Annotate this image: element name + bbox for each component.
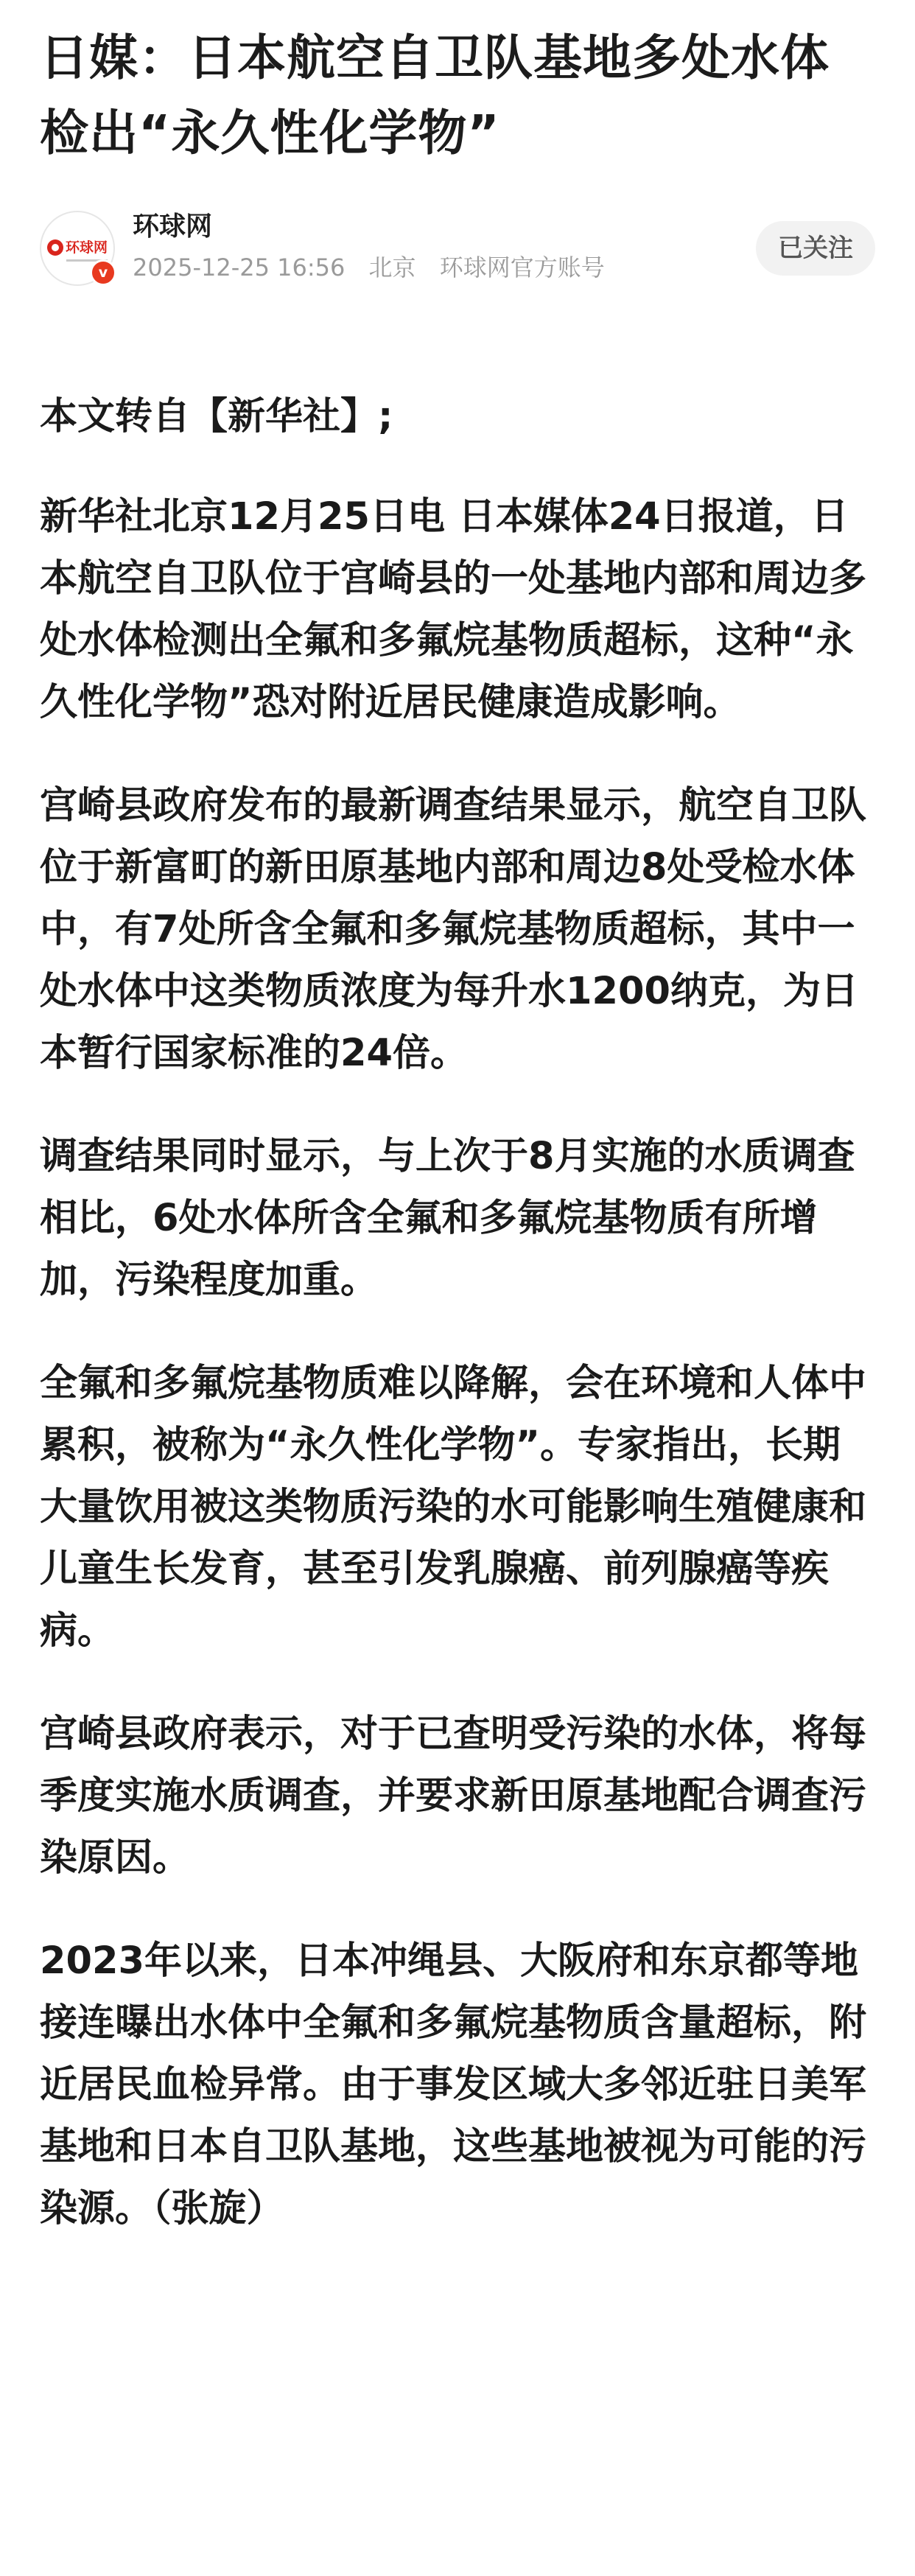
account-type: 环球网官方账号	[439, 253, 605, 281]
author-meta	[133, 252, 621, 283]
follow-button[interactable]: 已关注	[756, 221, 875, 276]
article-title: 日媒：日本航空自卫队基地多处水体检出“永久性化学物”	[40, 29, 830, 161]
article-body	[40, 386, 875, 2281]
publish-location: 北京	[368, 253, 416, 281]
author-bar	[40, 208, 875, 293]
publish-date: 2025-12-25 16:56	[133, 253, 346, 281]
author-name[interactable]: 环球网	[133, 211, 213, 242]
paragraph: 宫崎县政府表示，对于已查明受污染的水体，将每季度实施水质调查，并要求新田原基地配合调查污染原因。	[40, 1712, 867, 1880]
paragraph: 宫崎县政府发布的最新调查结果显示，航空自卫队位于新富町的新田原基地内部和周边8处受检水体中，有7处所含全氟和多氟烷基物质超标，其中一处水体中这类物质浓度为每升水1200纳克，为日本暂行国家标准的24倍。	[40, 784, 867, 1075]
paragraph: 全氟和多氟烷基物质难以降解，会在环境和人体中累积，被称为“永久性化学物”。专家指出，长期大量饮用被这类物质污染的水可能影响生殖健康和儿童生长发育，甚至引发乳腺癌、前列腺癌等疾病。	[40, 1362, 867, 1653]
verified-badge-icon: v	[90, 259, 116, 286]
paragraph-source: 本文转自【新华社】;	[40, 395, 393, 438]
paragraph: 调查结果同时显示，与上次于8月实施的水质调查相比，6处水体所含全氟和多氟烷基物质有所增加，污染程度加重。	[40, 1135, 855, 1302]
paragraph: 新华社北京12月25日电 日本媒体24日报道，日本航空自卫队位于宫崎县的一处基地内部和周边多处水体检测出全氟和多氟烷基物质超标，这种“永久性化学物”恐对附近居民健康造成影响。	[40, 495, 867, 724]
huanqiu-logo-icon	[47, 233, 109, 262]
logo-circle-icon	[47, 239, 63, 256]
paragraph: 2023年以来，日本冲绳县、大阪府和东京都等地接连曝出水体中全氟和多氟烷基物质含量超标，附近居民血检异常。由于事发区域大多邻近驻日美军基地和日本自卫队基地，这些基地被视为可能的污染源。（张旋）	[40, 1939, 867, 2230]
avatar-logo-text: 环球网	[66, 239, 108, 256]
